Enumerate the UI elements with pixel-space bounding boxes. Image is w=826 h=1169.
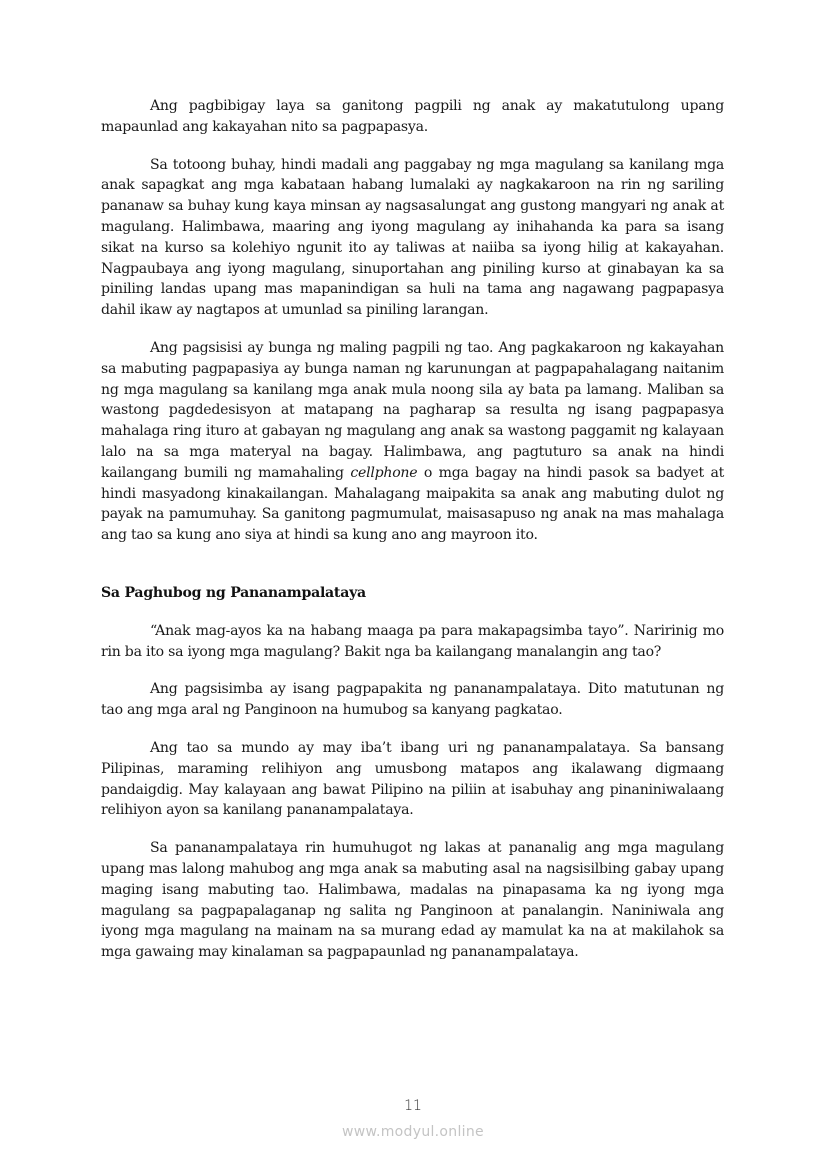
paragraph-text: Ang pagsisisi ay bunga ng maling pagpili ng tao. Ang pagkakaroon ng kakayahan sa mabuting pagpapasiya ay bunga naman ng karunungan at pagpapahalagang naitanim ng mga magulang sa kanilang mga anak mula noong sila ay bata pa lamang. Maliban sa wastong pagdedesisyon at matapang na pagharap sa resulta ng isang pagpapasya mahalaga ring ituro at gabayan ng magulang ang anak sa wastong paggamit ng kalayaan lalo na sa mga materyal na bagay. Halimbawa, ang pagtuturo sa anak na hindi kailangang bumili ng mamahaling xyxy=(101,339,724,481)
watermark: www.modyul.online xyxy=(342,1124,484,1140)
section-decision-making xyxy=(101,96,724,546)
spacer xyxy=(101,563,724,583)
section-faith xyxy=(101,583,724,963)
paragraph: Sa totoong buhay, hindi madali ang paggabay ng mga magulang sa kanilang mga anak sapagkat ang mga kabataan habang lumalaki ay nagkakaroon na rin ng sariling pananaw sa buhay kung kaya minsan ay nagsasalungat ang gustong mangyari ng anak at magulang. Halimbawa, maaring ang iyong magulang ay inihahanda ka para sa isang sikat na kurso sa kolehiyo ngunit ito ay taliwas at naiiba sa iyong hilig at kakayahan. Nagpaubaya ang iyong magulang, sinuportahan ang piniling kurso at ginabayan ka sa piniling landas upang mas mapanindigan sa huli na tama ang nagawang pagpapasya dahil ikaw ay nagtapos at umunlad sa piniling larangan. xyxy=(101,156,724,319)
page-body xyxy=(101,96,724,980)
paragraph: Ang tao sa mundo ay may iba’t ibang uri ng pananampalataya. Sa bansang Pilipinas, maraming relihiyon ang umusbong matapos ang ikalawang digmaang pandaigdig. May kalayaan ang bawat Pilipino na piliin at isabuhay ang pinaniniwalaang relihiyon ayon sa kanilang pananampalataya. xyxy=(101,739,724,819)
paragraph: “Anak mag-ayos ka na habang maaga pa para makapagsimba tayo”. Naririnig mo rin ba ito sa iyong mga magulang? Bakit nga ba kailangang manalangin ang tao? xyxy=(101,622,724,660)
section-heading: Sa Paghubog ng Pananampalataya xyxy=(101,584,366,601)
paragraph-text: o mga bagay na hindi pasok sa badyet at hindi masyadong kinakailangan. Mahalagang maipakita sa anak ang mabuting dulot ng payak na pamumuhay. Sa ganitong pagmumulat, maisasapuso ng anak na mas mahalaga ang tao sa kung ano siya at hindi sa kung ano ang mayroon ito. xyxy=(101,464,725,544)
paragraph: Ang pagbibigay laya sa ganitong pagpili ng anak ay makatutulong upang mapaunlad ang kakayahan nito sa pagpapasya. xyxy=(101,98,724,135)
page-number: 11 xyxy=(404,1098,422,1114)
paragraph xyxy=(101,338,724,546)
paragraph: Ang pagsisimba ay isang pagpapakita ng pananampalataya. Dito matutunan ng tao ang mga aral ng Panginoon na humubog sa kanyang pagkatao. xyxy=(101,681,724,719)
paragraph: Sa pananampalataya rin humuhugot ng lakas at pananalig ang mga magulang upang mas lalong mahubog ang mga anak sa mabuting asal na nagsisilbing gabay upang maging isang mabuting tao. Halimbawa, madalas na pinapasama ka ng iyong mga magulang sa pagpapalaganap ng salita ng Panginoon at panalangin. Naniniwala ang iyong mga magulang na mainam na sa murang edad ay mamulat ka na at makilahok sa mga gawaing may kinalaman sa pagpapaunlad ng pananampalataya. xyxy=(101,840,724,961)
italic-term: cellphone xyxy=(350,464,418,481)
